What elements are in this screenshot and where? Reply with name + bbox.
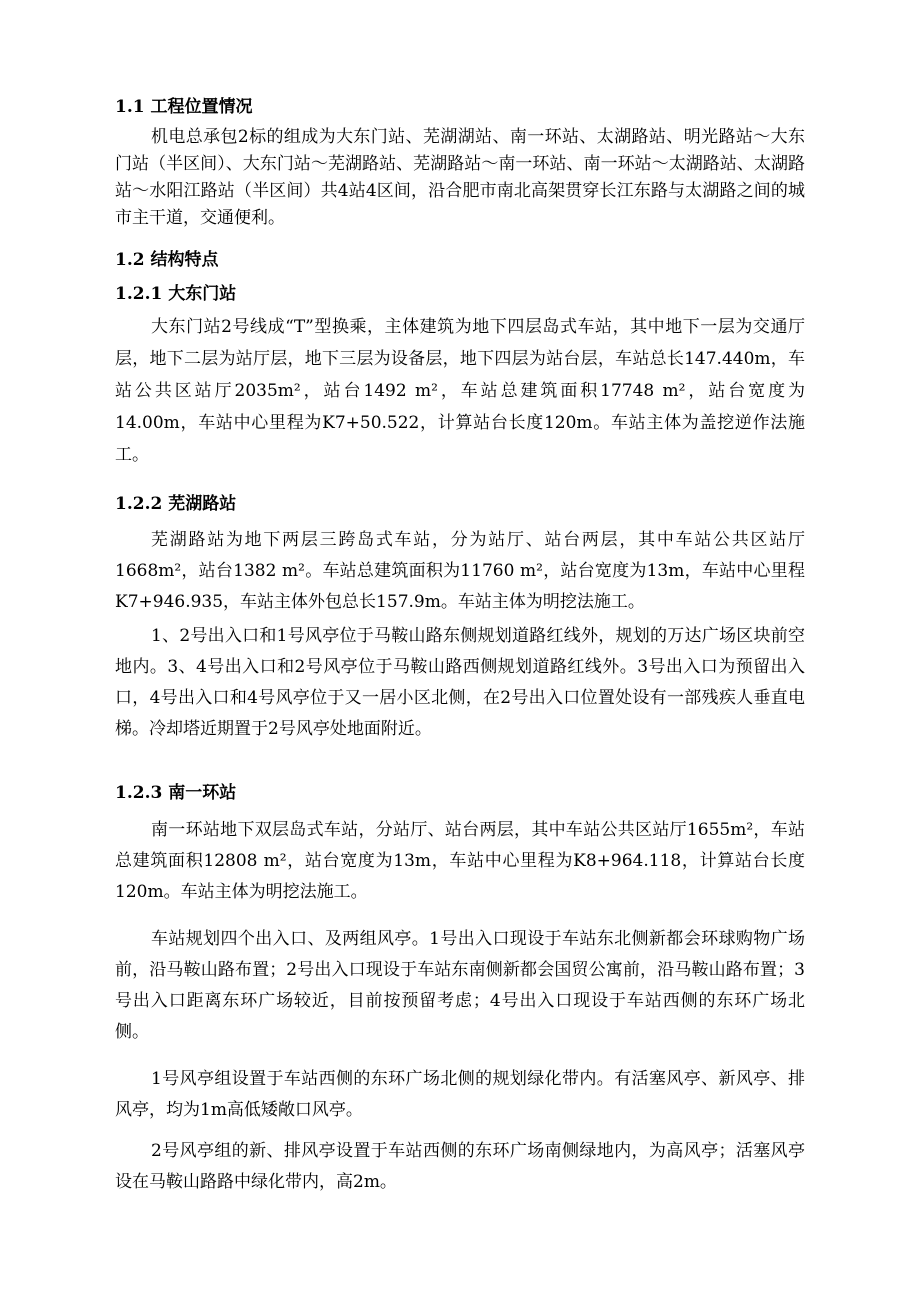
section-1-2-3-heading: 1.2.3 南一环站	[115, 783, 237, 803]
section-1-2-2-heading: 1.2.2 芜湖路站	[115, 494, 237, 514]
section-1-1-paragraph: 机电总承包2标的组成为大东门站、芜湖湖站、南一环站、太湖路站、明光路站～大东门站（半区间）、大东门站～芜湖路站、芜湖路站～南一环站、南一环站～太湖路站、太湖路站～水阳江路站（半区间）共4站4区间，沿合肥市南北高架贯穿长江东路与太湖路之间的城市主干道，交通便利。	[115, 127, 805, 228]
section-1-2-3-paragraph-3: 1号风亭组设置于车站西侧的东环广场北侧的规划绿化带内。有活塞风亭、新风亭、排风亭，均为1m高低矮敞口风亭。	[115, 1069, 805, 1120]
section-1-2-1-paragraph: 大东门站2号线成“T”型换乘，主体建筑为地下四层岛式车站，其中地下一层为交通厅层，地下二层为站厅层，地下三层为设备层，地下四层为站台层，车站总长147.440m，车站公共区站厅2035m²，站台1492 m²，车站总建筑面积17748 m²，站台宽度为14.00m，车站中心里程为K7+50.522，计算站台长度120m。车站主体为盖挖逆作法施工。	[115, 317, 805, 465]
section-1-1-heading: 1.1 工程位置情况	[115, 97, 253, 117]
section-1-2-1-heading: 1.2.1 大东门站	[115, 284, 237, 304]
section-1-2-2-paragraph-2: 1、2号出入口和1号风亭位于马鞍山路东侧规划道路红线外，规划的万达广场区块前空地内。3、4号出入口和2号风亭位于马鞍山路西侧规划道路红线外。3号出入口为预留出入口，4号出入口和4号风亭位于又一居小区北侧，在2号出入口位置处设有一部残疾人垂直电梯。冷却塔近期置于2号风亭处地面附近。	[115, 626, 805, 739]
section-1-2-2-paragraph-1: 芜湖路站为地下两层三跨岛式车站，分为站厅、站台两层，其中车站公共区站厅1668m²，站台1382 m²。车站总建筑面积为11760 m²，站台宽度为13m，车站中心里程K7+946.935，车站主体外包总长157.9m。车站主体为明挖法施工。	[115, 530, 805, 612]
section-1-2-3-paragraph-1: 南一环站地下双层岛式车站，分站厅、站台两层，其中车站公共区站厅1655m²，车站总建筑面积12808 m²，站台宽度为13m，车站中心里程为K8+964.118，计算站台长度120m。车站主体为明挖法施工。	[115, 820, 805, 902]
section-1-2-heading: 1.2 结构特点	[115, 250, 219, 270]
section-1-2-3-paragraph-4: 2号风亭组的新、排风亭设置于车站西侧的东环广场南侧绿地内，为高风亭；活塞风亭设在马鞍山路路中绿化带内，高2m。	[115, 1141, 805, 1192]
section-1-2-3-paragraph-2: 车站规划四个出入口、及两组风亭。1号出入口现设于车站东北侧新都会环球购物广场前，沿马鞍山路布置；2号出入口现设于车站东南侧新都会国贸公寓前，沿马鞍山路布置；3号出入口距离东环广场较近，目前按预留考虑；4号出入口现设于车站西侧的东环广场北侧。	[115, 929, 805, 1042]
